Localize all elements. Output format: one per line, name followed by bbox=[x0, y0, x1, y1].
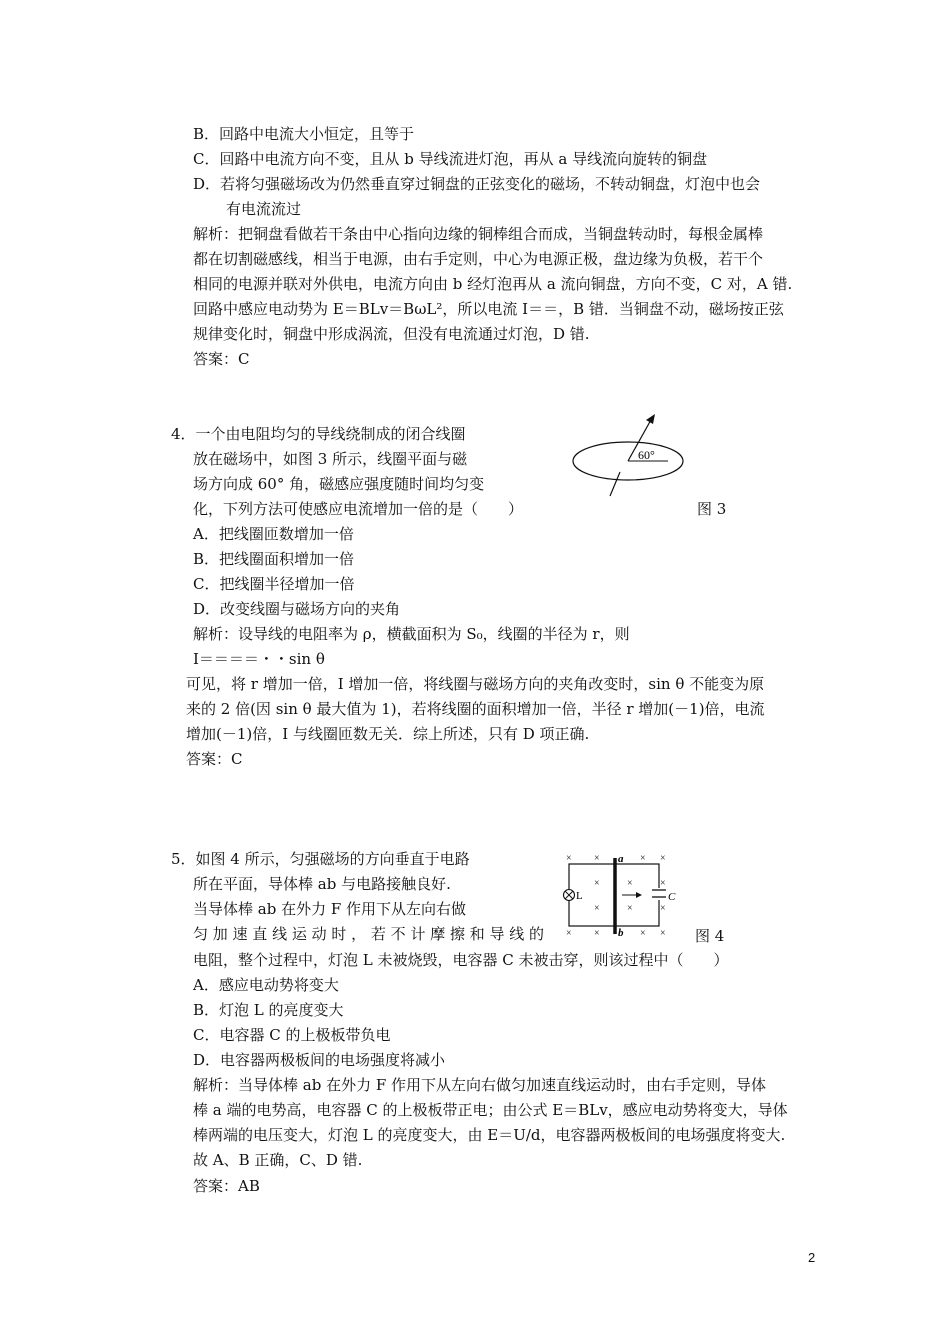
angle-label: 60° bbox=[638, 448, 655, 462]
q4-stem-line: 场方向成 60° 角，磁感应强度随时间均匀变 bbox=[193, 475, 485, 493]
q5-option-b: B．灯泡 L 的亮度变大 bbox=[193, 1001, 344, 1019]
q4-option-c: C．把线圈半径增加一倍 bbox=[193, 575, 355, 593]
field-cross: × bbox=[660, 903, 666, 914]
figure-4-label: 图 4 bbox=[695, 927, 725, 945]
figure-3-coil-diagram bbox=[568, 414, 698, 514]
field-cross: × bbox=[640, 853, 646, 864]
field-cross: × bbox=[594, 878, 600, 889]
q5-analysis-line: 棒 a 端的电势高，电容器 C 的上极板带正电；由公式 E＝BLv，感应电动势将变大，导体 bbox=[193, 1101, 788, 1119]
q3-option-d-line1: D．若将匀强磁场改为仍然垂直穿过铜盘的正弦变化的磁场，不转动铜盘，灯泡中也会 bbox=[193, 175, 761, 193]
q4-analysis-formula: I＝＝＝＝・・sin θ bbox=[193, 650, 325, 668]
q3-analysis-line: 解析：把铜盘看做若干条由中心指向边缘的铜棒组合而成，当铜盘转动时，每根金属棒 bbox=[193, 225, 764, 243]
q5-stem-line: 所在平面，导体棒 ab 与电路接触良好. bbox=[193, 875, 451, 893]
q4-answer: 答案：C bbox=[186, 750, 243, 768]
q3-analysis-line: 规律变化时，铜盘中形成涡流，但没有电流通过灯泡，D 错. bbox=[193, 325, 590, 343]
field-cross: × bbox=[566, 928, 572, 939]
q3-option-c: C．回路中电流方向不变，且从 b 导线流进灯泡，再从 a 导线流向旋转的铜盘 bbox=[193, 150, 708, 168]
q3-analysis-line: 都在切割磁感线，相当于电源，由右手定则，中心为电源正极，盘边缘为负极，若干个 bbox=[193, 250, 764, 268]
field-cross: × bbox=[660, 853, 666, 864]
q4-option-a: A．把线圈匝数增加一倍 bbox=[193, 525, 354, 543]
q3-option-b: B．回路中电流大小恒定，且等于 bbox=[193, 125, 415, 143]
capacitor-label: C bbox=[668, 891, 676, 903]
q4-option-d: D．改变线圈与磁场方向的夹角 bbox=[193, 600, 401, 618]
q5-stem-line: 5．如图 4 所示，匀强磁场的方向垂直于电路 bbox=[171, 850, 470, 868]
field-line-lower bbox=[610, 472, 620, 496]
q5-stem-line: 当导体棒 ab 在外力 F 作用下从左向右做 bbox=[193, 900, 467, 918]
q3-analysis-line: 相同的电源并联对外供电，电流方向由 b 经灯泡再从 a 流向铜盘，方向不变，C 对，A 错. bbox=[193, 275, 793, 293]
field-cross: × bbox=[594, 903, 600, 914]
field-cross: × bbox=[660, 878, 666, 889]
q5-stem-line: 电阻，整个过程中，灯泡 L 未被烧毁，电容器 C 未被击穿，则该过程中（ ） bbox=[193, 951, 729, 969]
field-cross: × bbox=[594, 853, 600, 864]
q3-answer: 答案：C bbox=[193, 350, 250, 368]
q5-analysis-line: 解析：当导体棒 ab 在外力 F 作用下从左向右做匀加速直线运动时，由右手定则，导体 bbox=[193, 1076, 767, 1094]
q4-analysis-line: 增加(－1)倍，I 与线圈匝数无关．综上所述，只有 D 项正确. bbox=[186, 725, 590, 743]
q5-option-d: D．电容器两极板间的电场强度将减小 bbox=[193, 1051, 446, 1069]
q4-stem-line: 放在磁场中，如图 3 所示，线圈平面与磁 bbox=[193, 450, 468, 468]
field-cross: × bbox=[660, 928, 666, 939]
q5-stem-line: 匀 加 速 直 线 运 动 时 ， 若 不 计 摩 擦 和 导 线 的 bbox=[193, 925, 545, 943]
q5-option-a: A．感应电动势将变大 bbox=[193, 976, 339, 994]
field-cross: × bbox=[640, 928, 646, 939]
lamp-label: L bbox=[576, 890, 583, 902]
page-number: 2 bbox=[808, 1250, 816, 1265]
field-arrow-head bbox=[646, 414, 655, 424]
q3-analysis-line: 回路中感应电动势为 E＝BLv＝BωL²，所以电流 I＝＝，B 错．当铜盘不动，磁场按正弦 bbox=[193, 300, 784, 318]
q4-analysis-line: 来的 2 倍(因 sin θ 最大值为 1)，若将线圈的面积增加一倍，半径 r 增加(－1)倍，电流 bbox=[186, 700, 765, 718]
q5-answer: 答案：AB bbox=[193, 1177, 260, 1195]
field-cross: × bbox=[627, 878, 633, 889]
q4-stem-line: 4．一个由电阻均匀的导线绕制成的闭合线圈 bbox=[171, 425, 466, 443]
rod-end-a-label: a bbox=[618, 853, 624, 865]
q4-analysis-line: 可见，将 r 增加一倍，I 增加一倍，将线圈与磁场方向的夹角改变时，sin θ 不能变为原 bbox=[186, 675, 765, 693]
figure-3-label: 图 3 bbox=[697, 500, 727, 518]
q3-option-d-line2: 有电流流过 bbox=[226, 200, 302, 218]
field-cross: × bbox=[627, 903, 633, 914]
q4-stem-line: 化，下列方法可使感应电流增加一倍的是（ ） bbox=[193, 500, 524, 518]
rod-end-b-label: b bbox=[618, 927, 624, 939]
field-cross: × bbox=[566, 853, 572, 864]
q5-analysis-line: 故 A、B 正确，C、D 错. bbox=[193, 1151, 363, 1169]
q5-analysis-line: 棒两端的电压变大，灯泡 L 的亮度变大，由 E＝U/d，电容器两极板间的电场强度将变大. bbox=[193, 1126, 786, 1144]
figure-4-circuit-diagram bbox=[560, 850, 690, 940]
q4-option-b: B．把线圈面积增加一倍 bbox=[193, 550, 355, 568]
q4-analysis-line: 解析：设导线的电阻率为 ρ，横截面积为 S₀，线圈的半径为 r，则 bbox=[193, 625, 630, 643]
field-cross: × bbox=[594, 928, 600, 939]
q5-option-c: C．电容器 C 的上极板带负电 bbox=[193, 1026, 391, 1044]
